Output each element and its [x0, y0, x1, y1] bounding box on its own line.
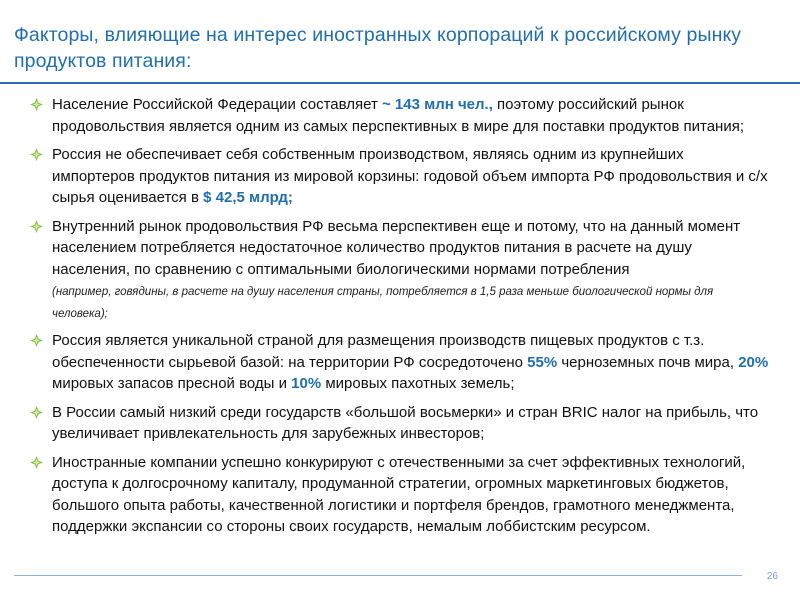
bullet-text: Внутренний рынок продовольствия РФ весьма перспективен еще и потому, что на данный момент населением потребляется недостаточное количество продуктов питания в расчете на душу населения, по сравнению с оптимальными биологическими нормами потребления: [52, 217, 741, 278]
bullet-text: В России самый низкий среди государств «большой восьмерки» и стран BRIC налог на прибыль, что увеличивает привлекательность для зарубежных инвесторов;: [52, 403, 759, 442]
bullet-text: Иностранные компании успешно конкурируют с отечественными за счет эффективных технологий, доступа к долгосрочному капиталу, продуманной стратегии, огромных маркетинговых бюджетов, большого опыта работы, качественной логистики и портфеля брендов, грамотного менеджмента, поддержки экспансии со стороны своих государств, немалым лоббистским ресурсом.: [52, 453, 746, 535]
bullet-text: Россия не обеспечивает себя собственным производством, являясь одним из крупнейших импортеров продуктов питания из мировой корзины: годовой объем импорта РФ продовольствия и с/х сырья оценивается в: [52, 146, 768, 206]
bullet-text: поэтому российский рынок продовольствия является одним из самых перспективных в мире для поставки продуктов питания;: [52, 96, 745, 135]
four-pointed-star-bullet-icon: [30, 406, 43, 419]
bullet-text: мировых запасов пресной воды и: [52, 375, 292, 392]
bullet-item-population: [30, 94, 770, 137]
bullet-item-imports: [30, 144, 770, 209]
title-divider: [0, 82, 800, 84]
bullet-item-consumption: [30, 216, 770, 324]
bullet-item-resources: [30, 330, 770, 395]
highlight-population: ~ 143 млн чел.,: [382, 96, 493, 113]
slide-title: Факторы, влияющие на интерес иностранных корпораций к российскому рынку продуктов питания:: [14, 24, 742, 72]
bullet-item-competition: [30, 452, 770, 538]
footer-divider: [14, 575, 742, 576]
highlight-soils: 55%: [527, 353, 558, 371]
bullet-text: Население Российской Федерации составляет: [52, 96, 382, 113]
page-number: 26: [766, 571, 778, 582]
bullet-note: (например, говядины, в расчете на душу населения страны, потребляется в 1,5 раза меньше биологической нормы для человека);: [52, 286, 714, 320]
bullet-text: черноземных почв мира,: [557, 353, 739, 371]
bullet-list: [30, 94, 770, 545]
highlight-import-volume: $ 42,5 млрд;: [203, 189, 293, 206]
four-pointed-star-bullet-icon: [30, 148, 43, 161]
four-pointed-star-bullet-icon: [30, 98, 43, 111]
bullet-text: мировых пахотных земель;: [321, 375, 515, 392]
four-pointed-star-bullet-icon: [30, 334, 43, 347]
bullet-text: Россия является уникальной страной для размещения производств пищевых продуктов с т.з. обеспеченности сырьевой базой: на территории РФ сосредоточено: [52, 332, 705, 371]
four-pointed-star-bullet-icon: [30, 220, 43, 233]
bullet-item-tax: [30, 402, 770, 445]
four-pointed-star-bullet-icon: [30, 456, 43, 469]
highlight-water: 20%: [738, 353, 769, 371]
highlight-arable: 10%: [291, 375, 322, 392]
